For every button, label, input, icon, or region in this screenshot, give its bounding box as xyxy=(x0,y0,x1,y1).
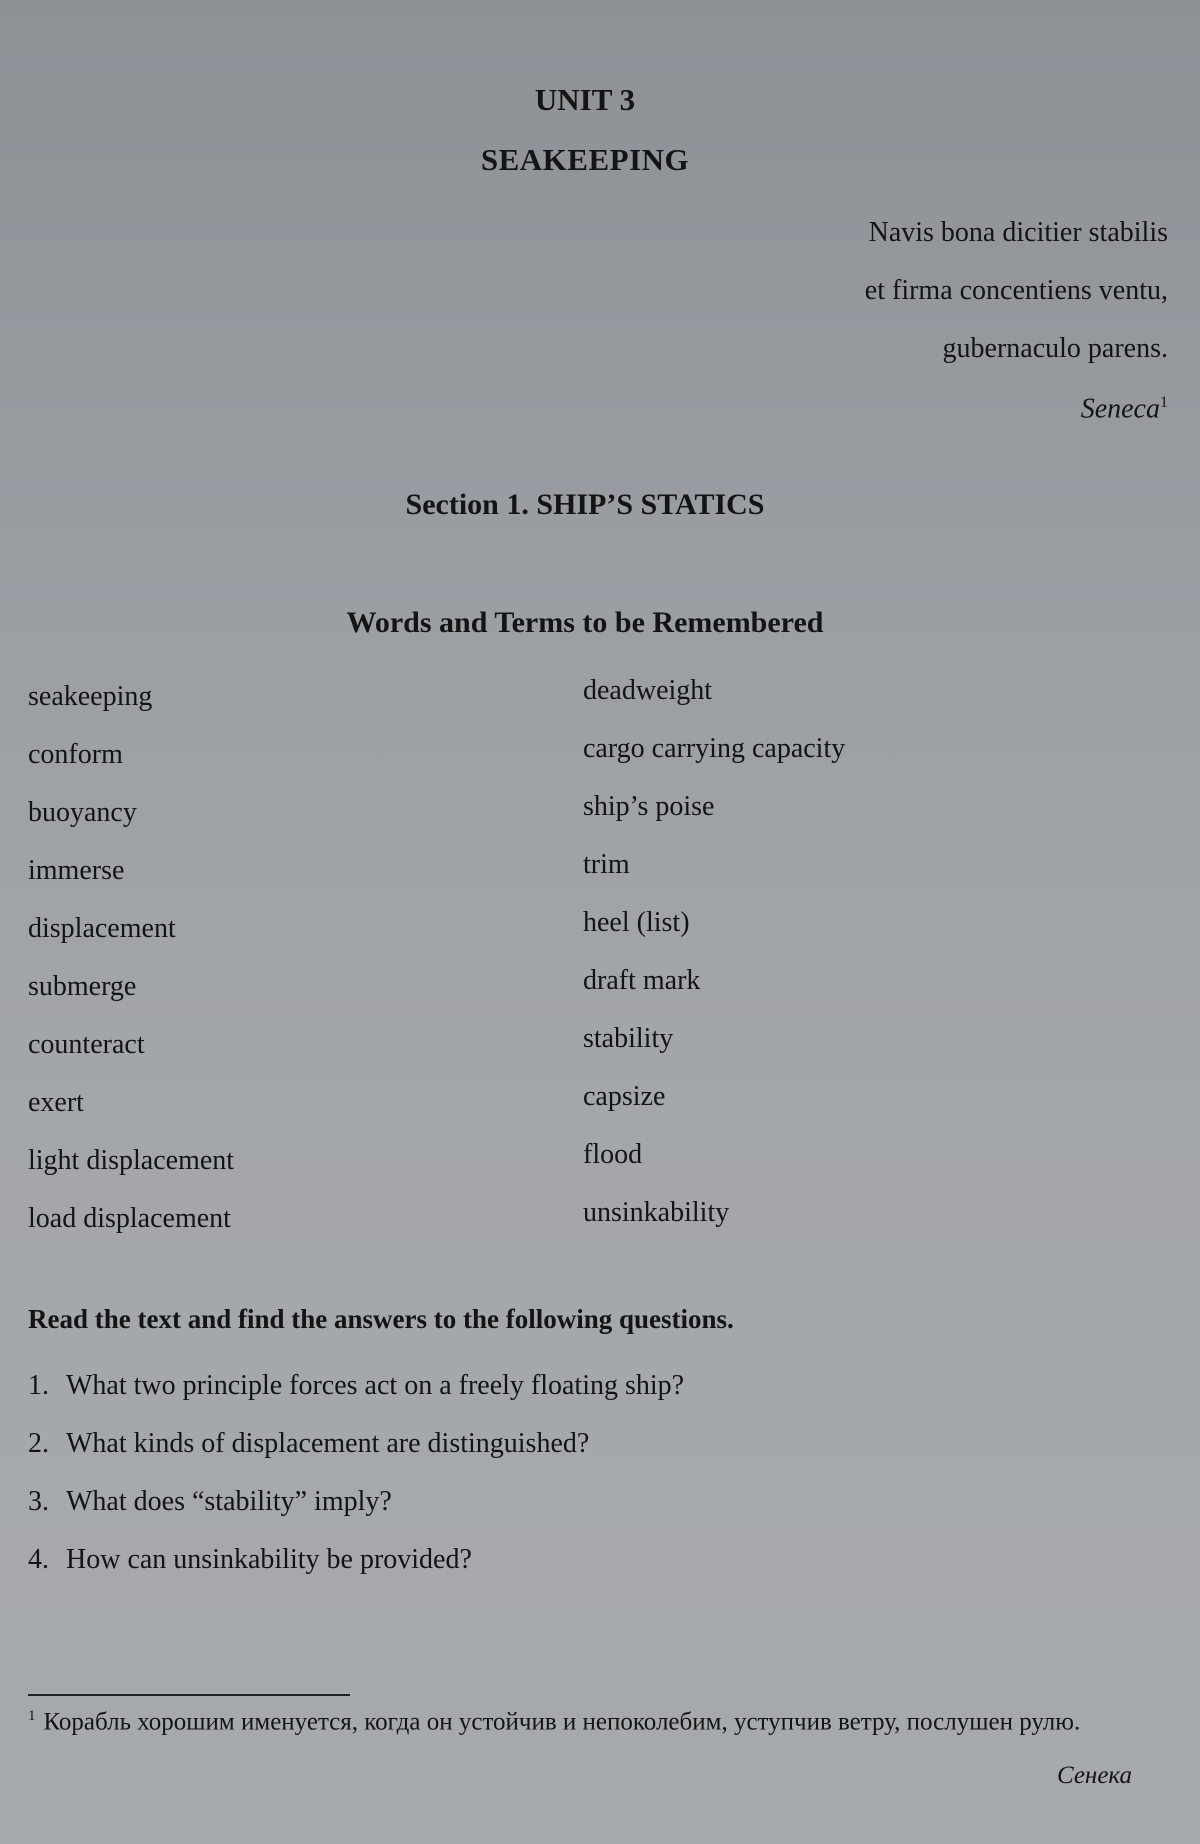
question-item xyxy=(28,1357,684,1415)
vocabulary-term: displacement xyxy=(28,913,176,944)
question-list xyxy=(28,1357,684,1589)
vocabulary-term: stability xyxy=(583,1023,674,1054)
vocabulary-term: ship’s poise xyxy=(583,791,715,822)
question-item xyxy=(28,1415,684,1473)
question-text: How can unsinkability be provided? xyxy=(66,1544,472,1575)
question-number: 3. xyxy=(28,1486,49,1517)
vocabulary-heading: Words and Terms to be Remembered xyxy=(346,606,824,639)
vocabulary-term: capsize xyxy=(583,1081,666,1112)
vocabulary-term: draft mark xyxy=(583,965,701,996)
vocabulary-term: seakeeping xyxy=(28,681,153,712)
question-item xyxy=(28,1473,684,1531)
section-title: Section 1. SHIP’S STATICS xyxy=(405,488,765,521)
footnote-mark: 1 xyxy=(28,1708,36,1724)
unit-heading: UNIT 3 xyxy=(534,82,636,117)
vocabulary-term: unsinkability xyxy=(583,1197,730,1228)
epigraph-author-name: Seneca xyxy=(1080,393,1160,425)
footnote xyxy=(28,1698,1133,1740)
vocabulary-column-left xyxy=(28,668,234,1248)
vocabulary-term: cargo carrying capacity xyxy=(583,733,846,764)
vocabulary-term: conform xyxy=(28,739,123,770)
vocabulary-term: flood xyxy=(583,1139,643,1170)
vocabulary-term: light displacement xyxy=(28,1145,235,1176)
footnote-reference: 1 xyxy=(1160,394,1168,411)
vocabulary-column-right xyxy=(583,662,845,1242)
footnote-text: Корабль хорошим именуется, когда он устойчив и непоколебим, уступчив ветру, послушен рулю. xyxy=(43,1708,1081,1736)
question-number: 2. xyxy=(28,1428,49,1459)
epigraph xyxy=(865,204,1168,434)
question-text: What two principle forces act on a freely floating ship? xyxy=(66,1370,685,1401)
epigraph-line: gubernaculo parens. xyxy=(942,333,1168,364)
vocabulary-term: immerse xyxy=(28,855,125,886)
epigraph-author xyxy=(865,378,1168,434)
vocabulary-term: load displacement xyxy=(28,1203,231,1234)
epigraph-line: Navis bona dicitier stabilis xyxy=(868,217,1168,248)
vocabulary-term: exert xyxy=(28,1087,84,1118)
question-text: What kinds of displacement are distinguished? xyxy=(66,1428,590,1459)
vocabulary-term: trim xyxy=(583,849,630,880)
epigraph-line: et firma concentiens ventu, xyxy=(864,275,1168,306)
vocabulary-term: heel (list) xyxy=(583,907,690,938)
question-item xyxy=(28,1531,684,1589)
unit-title: SEAKEEPING xyxy=(480,142,690,177)
question-number: 4. xyxy=(28,1544,49,1575)
question-number: 1. xyxy=(28,1370,49,1401)
vocabulary-term: buoyancy xyxy=(28,797,137,828)
vocabulary-term: counteract xyxy=(28,1029,145,1060)
task-instruction: Read the text and find the answers to the following questions. xyxy=(28,1304,734,1334)
question-text: What does “stability” imply? xyxy=(66,1486,392,1517)
footnote-author: Сенека xyxy=(1056,1762,1132,1789)
footnote-divider xyxy=(28,1694,350,1696)
vocabulary-term: deadweight xyxy=(583,675,713,706)
vocabulary-term: submerge xyxy=(28,971,137,1002)
